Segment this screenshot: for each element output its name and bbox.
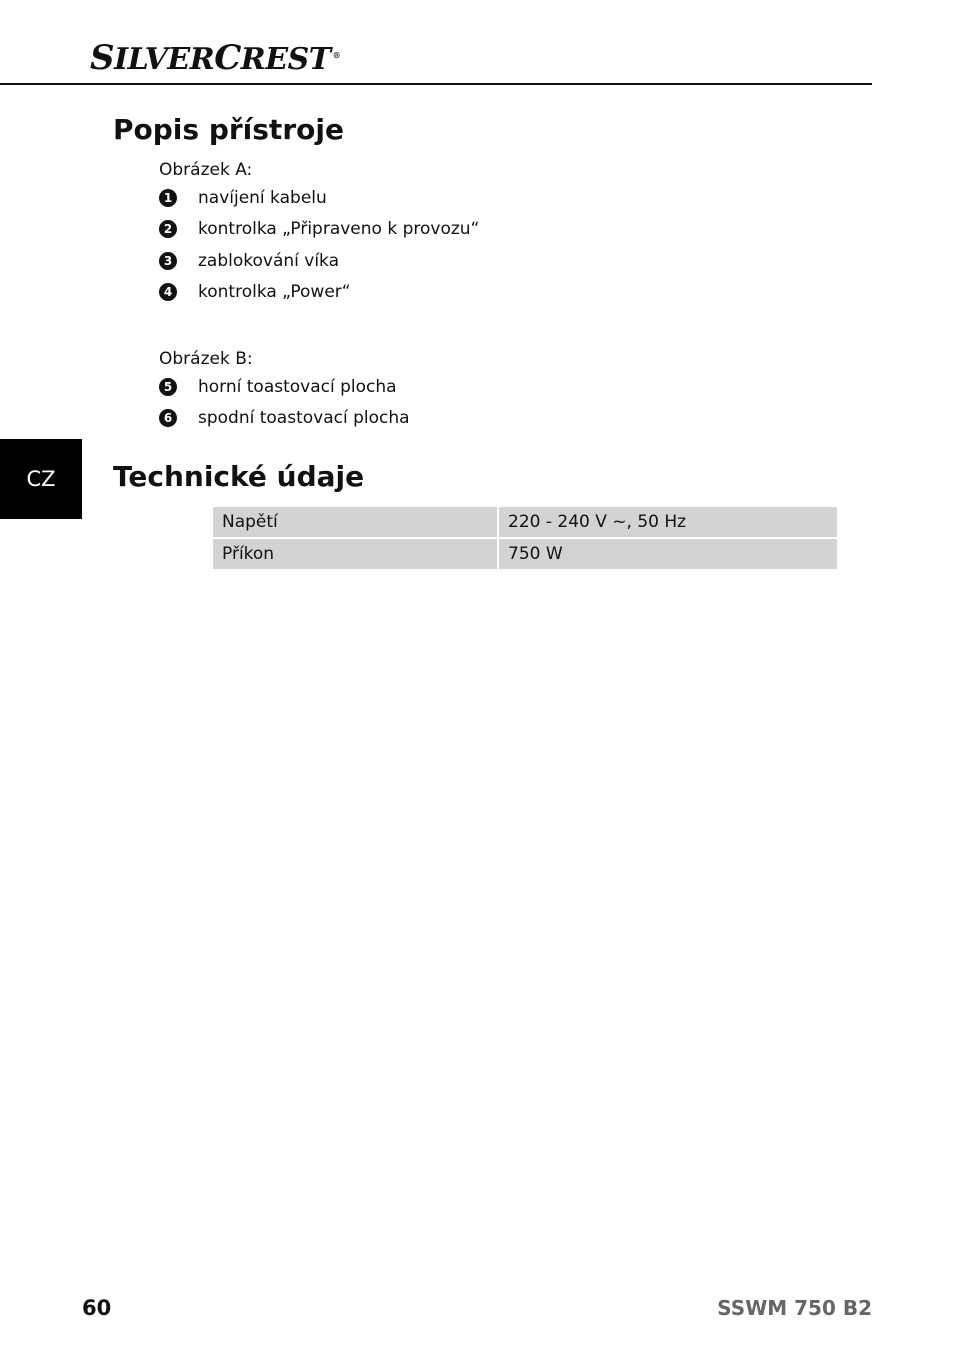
item-number-badge: 1 [159, 189, 177, 207]
item-text: kontrolka „Připraveno k provozu“ [198, 219, 480, 239]
item-number-badge: 4 [159, 283, 177, 301]
item-text: kontrolka „Power“ [198, 282, 351, 302]
table-row [213, 539, 837, 569]
technical-data-table [211, 505, 839, 571]
model-number: SSWM 750 B2 [717, 1296, 872, 1320]
page-number: 60 [82, 1296, 112, 1320]
list-item [159, 376, 397, 398]
figure-b-label: Obrázek B: [159, 349, 253, 369]
figure-a-label: Obrázek A: [159, 160, 253, 180]
table-cell-label: Napětí [213, 507, 497, 537]
header-rule [0, 83, 872, 85]
item-number-badge: 6 [159, 409, 177, 427]
item-number-badge: 3 [159, 252, 177, 270]
list-item [159, 218, 480, 240]
table-cell-label: Příkon [213, 539, 497, 569]
section-title-description: Popis přístroje [113, 113, 344, 146]
table-cell-value: 220 - 240 V ~, 50 Hz [499, 507, 837, 537]
item-text: horní toastovací plocha [198, 377, 397, 397]
language-tab [0, 439, 82, 519]
language-tab-label: CZ [26, 467, 56, 491]
item-text: navíjení kabelu [198, 188, 327, 208]
section-title-technical-data: Technické údaje [113, 460, 365, 493]
list-item [159, 281, 351, 303]
item-text: spodní toastovací plocha [198, 408, 410, 428]
item-text: zablokování víka [198, 251, 340, 271]
list-item [159, 250, 340, 272]
brand-logo: SILVERCREST ® [90, 38, 341, 78]
table-cell-value: 750 W [499, 539, 837, 569]
item-number-badge: 2 [159, 220, 177, 238]
list-item [159, 407, 410, 429]
table-row [213, 507, 837, 537]
item-number-badge: 5 [159, 378, 177, 396]
list-item [159, 187, 327, 209]
